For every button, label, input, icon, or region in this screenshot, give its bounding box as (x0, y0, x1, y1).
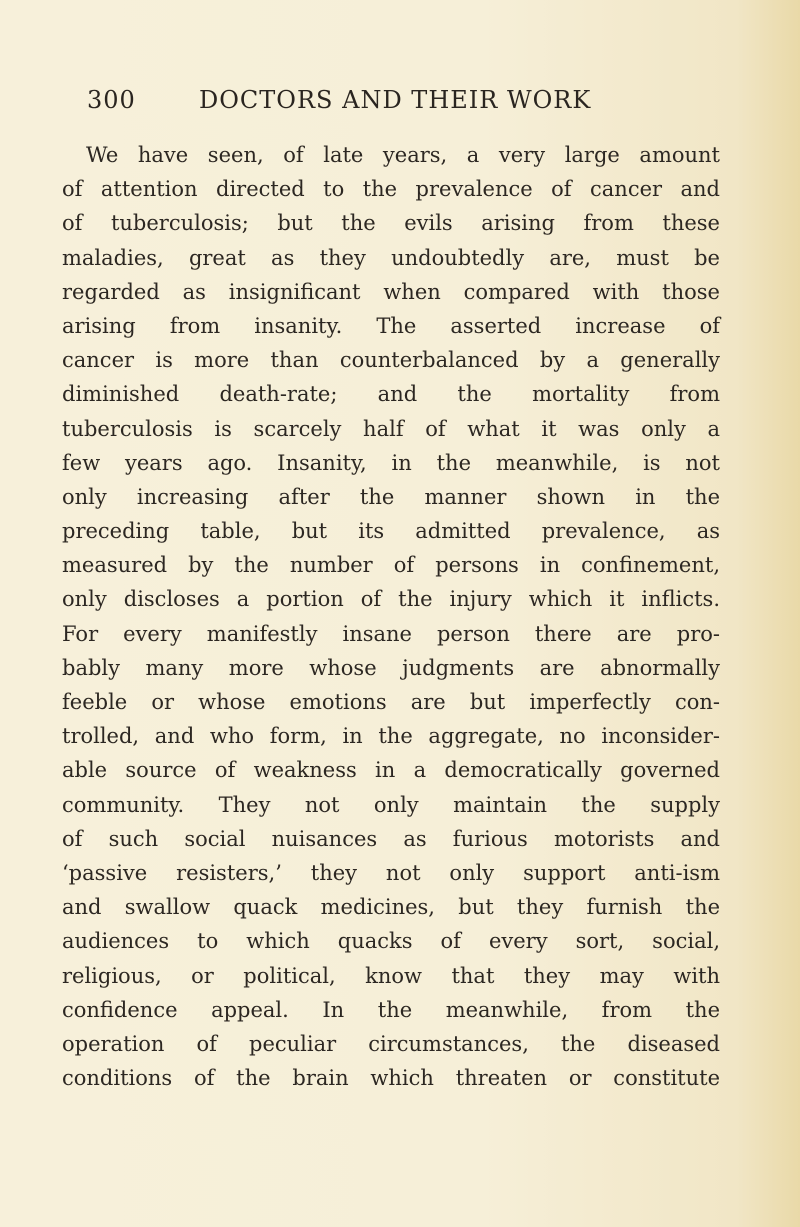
text-line: bably many more whose judgments are abnormally (62, 655, 720, 680)
text-line: only discloses a portion of the injury which it inflicts. (62, 587, 720, 612)
text-line: confidence appeal. In the meanwhile, from the (62, 997, 720, 1022)
text-line: feeble or whose emotions are but imperfectly con- (62, 690, 720, 714)
text-line: only increasing after the manner shown in the (62, 484, 720, 509)
text-line: We have seen, of late years, a very large amount (86, 143, 720, 167)
text-line: arising from insanity. The asserted increase of (62, 313, 720, 338)
text-line: regarded as insignificant when compared with those (62, 279, 720, 304)
body-paragraph (62, 138, 720, 1095)
text-line: of such social nuisances as furious motorists and (62, 826, 720, 851)
text-line: of attention directed to the prevalence of cancer and (62, 177, 720, 202)
text-line: few years ago. Insanity, in the meanwhile, is not (62, 450, 720, 475)
text-line: measured by the number of persons in confinement, (62, 553, 720, 578)
text-line: cancer is more than counterbalanced by a generally (62, 348, 720, 373)
text-line: diminished death-rate; and the mortality from (62, 382, 720, 407)
text-line: conditions of the brain which threaten or constitute (62, 1066, 720, 1091)
page-number: 300 (87, 86, 136, 114)
text-line: For every manifestly insane person there are pro- (62, 621, 720, 646)
text-line: tuberculosis is scarcely half of what it was only a (62, 416, 720, 441)
running-head: DOCTORS AND THEIR WORK (199, 86, 592, 114)
text-line: maladies, great as they undoubtedly are, must be (62, 245, 720, 270)
text-line: trolled, and who form, in the aggregate, no inconsider- (62, 724, 720, 749)
page-header (87, 82, 607, 122)
text-line: operation of peculiar circumstances, the diseased (62, 1031, 720, 1056)
text-line: community. They not only maintain the supply (62, 792, 720, 817)
text-line: able source of weakness in a democratically governed (62, 758, 720, 783)
text-line: ‘passive resisters,’ they not only support anti-ism (62, 860, 720, 885)
text-line: and swallow quack medicines, but they furnish the (62, 895, 720, 920)
text-line: preceding table, but its admitted prevalence, as (62, 519, 720, 544)
text-line: audiences to which quacks of every sort, social, (62, 929, 720, 954)
text-line: of tuberculosis; but the evils arising from these (62, 211, 720, 236)
text-line: religious, or political, know that they may with (62, 963, 720, 988)
